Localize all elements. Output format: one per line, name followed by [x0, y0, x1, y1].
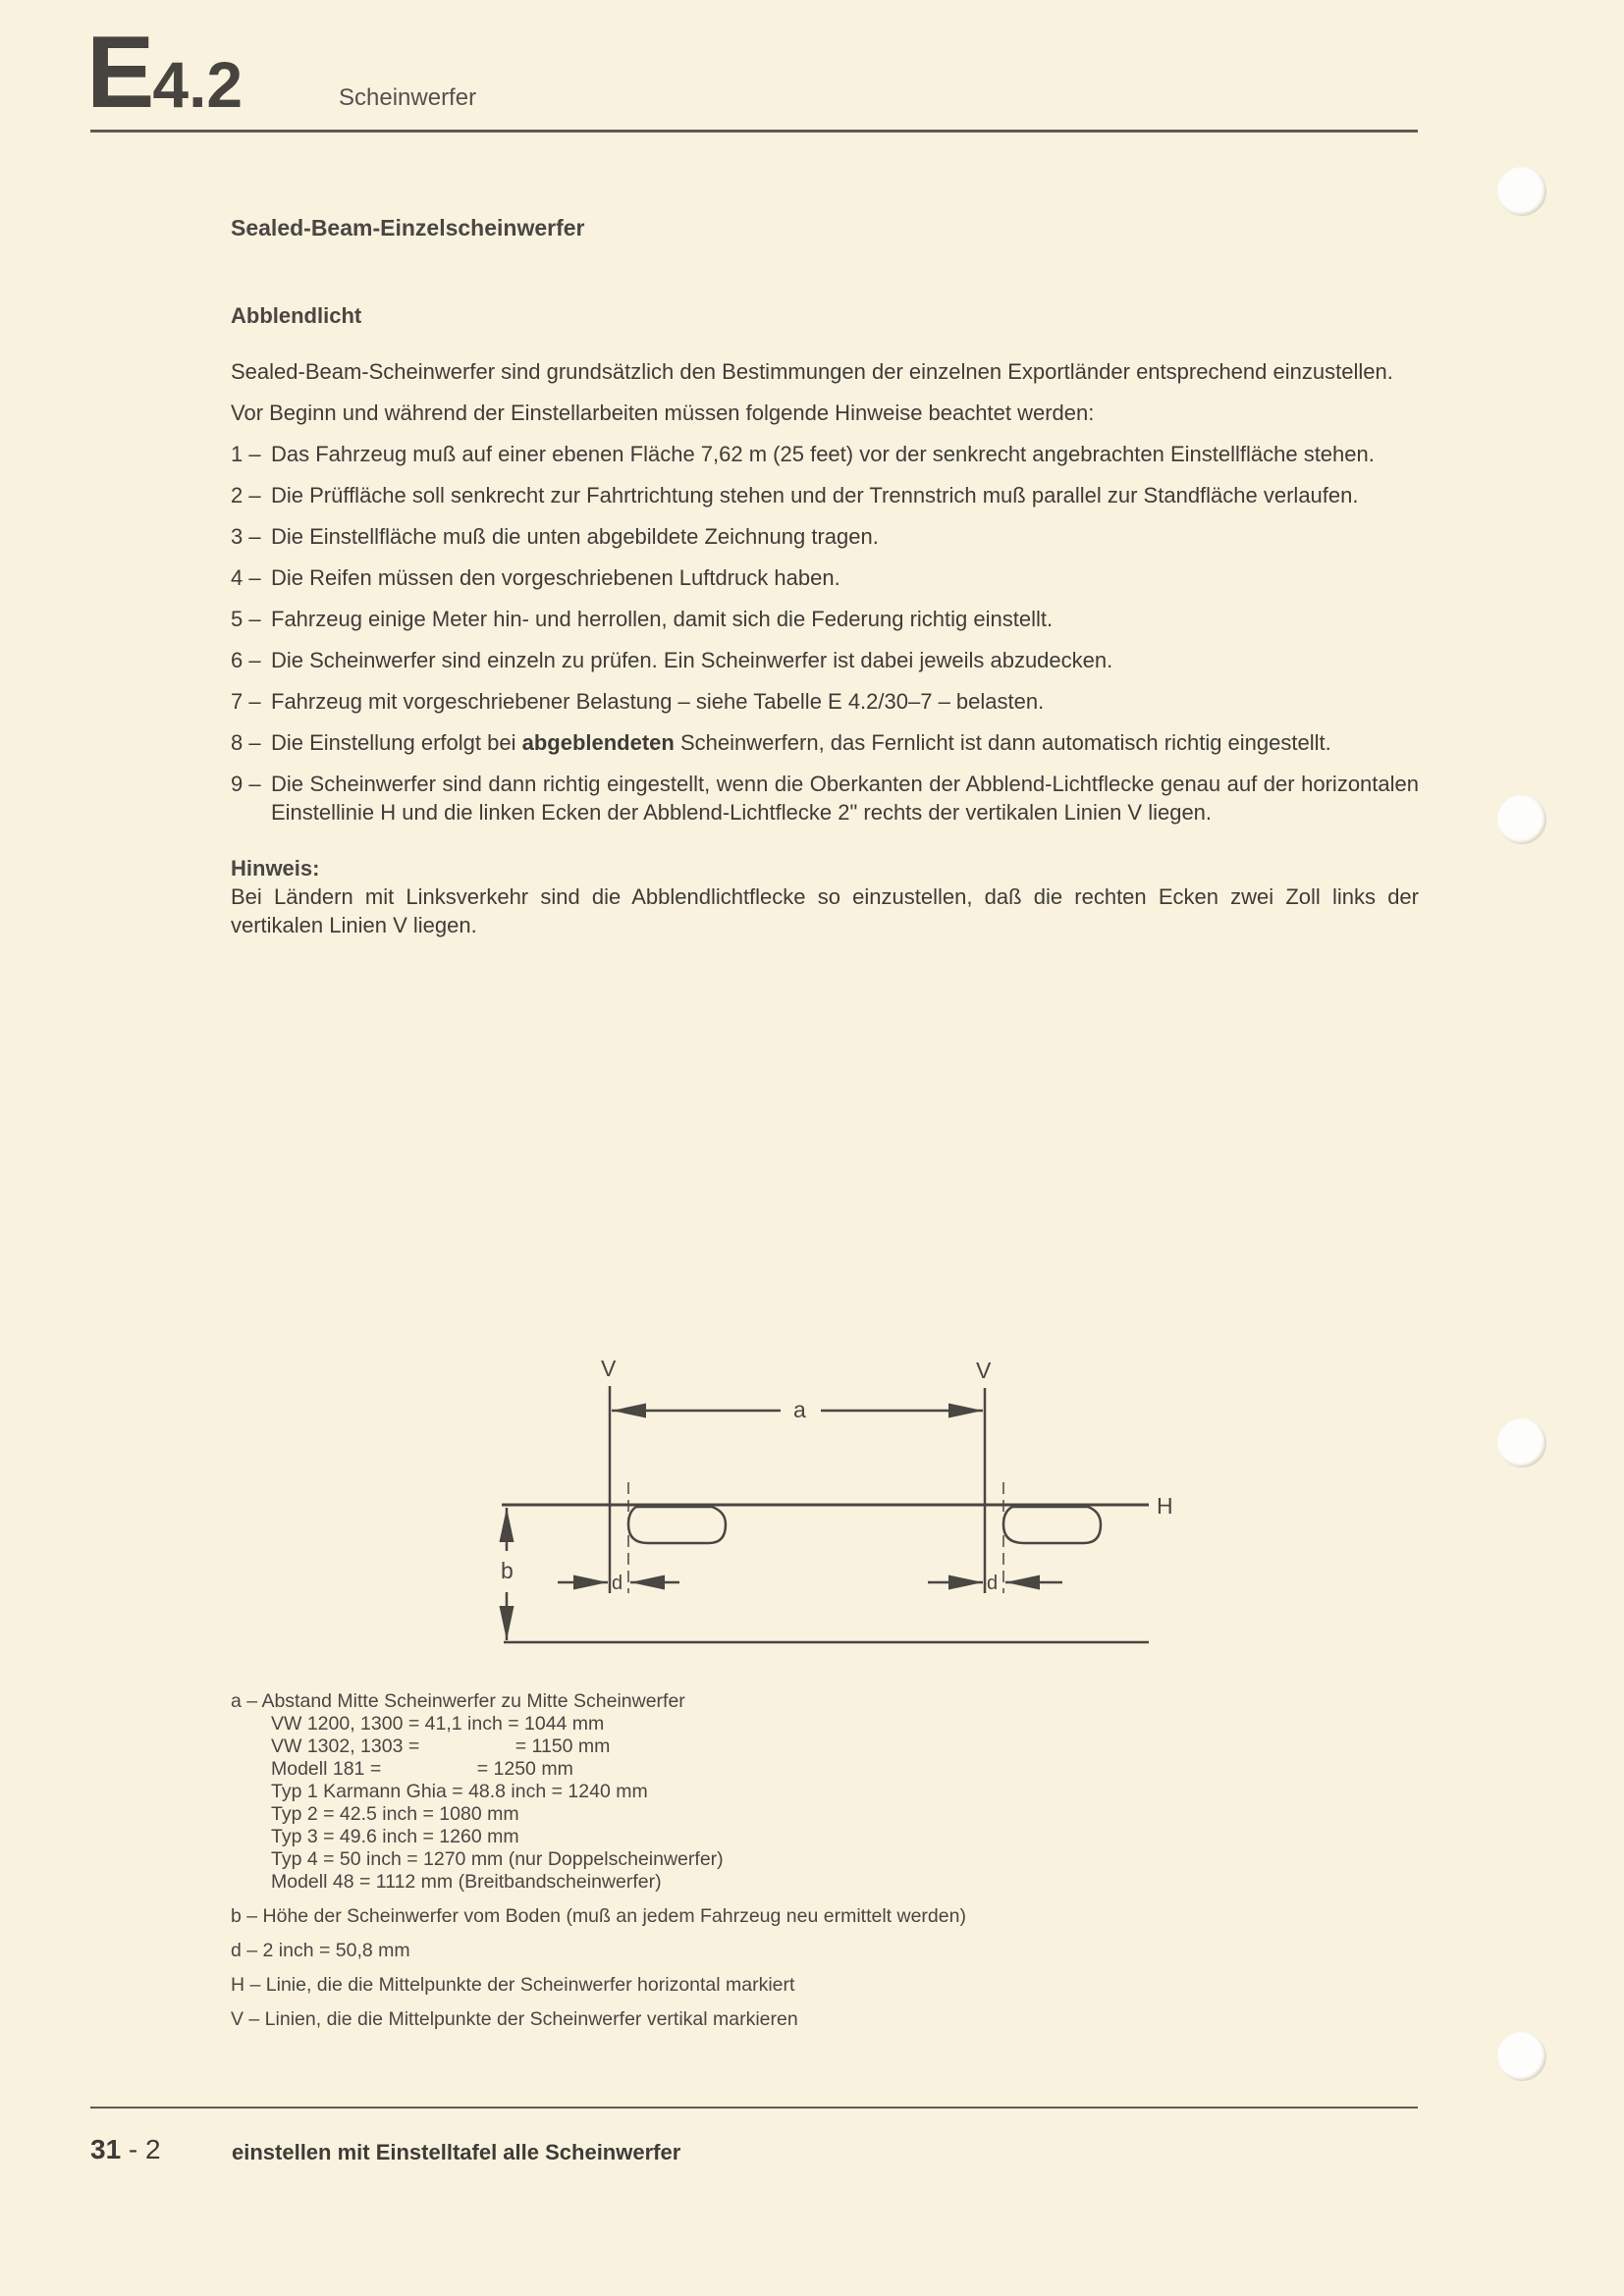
step-number: 8 – — [231, 730, 261, 755]
punch-hole — [1497, 1418, 1546, 1468]
step-text — [271, 605, 1419, 633]
punch-hole — [1497, 2032, 1546, 2081]
label-a: a — [793, 1397, 806, 1422]
steps-list — [231, 440, 1419, 827]
punch-hole — [1497, 795, 1546, 844]
page-header-title: Scheinwerfer — [339, 84, 477, 111]
step-number: 1 – — [231, 442, 261, 466]
step-number: 7 – — [231, 689, 261, 714]
step-text-part: Die Scheinwerfer sind einzeln zu prüfen. Ein Scheinwerfer ist dabei jeweils abzudecken. — [271, 648, 1113, 672]
step-text — [271, 481, 1419, 509]
diagram-legend — [231, 1690, 966, 2031]
main-content — [231, 214, 1419, 952]
section-code — [86, 16, 244, 130]
legend-a-row: VW 1302, 1303 = = 1150 mm — [271, 1735, 611, 1757]
step-text — [271, 770, 1419, 827]
legend-h: H – Linie, die die Mittelpunkte der Scheinwerfer horizontal markiert — [231, 1974, 795, 1996]
step-item — [231, 563, 1419, 592]
step-text-part: Die Prüffläche soll senkrecht zur Fahrtrichtung stehen und der Trennstrich muß parallel zur Standfläche verlaufen. — [271, 483, 1359, 507]
step-item — [231, 646, 1419, 674]
step-text — [271, 563, 1419, 592]
label-h: H — [1157, 1493, 1173, 1519]
step-text-part: Fahrzeug einige Meter hin- und herrollen, damit sich die Federung richtig einstellt. — [271, 607, 1054, 631]
step-number: 2 – — [231, 483, 261, 507]
label-v-left: V — [601, 1356, 617, 1381]
punch-hole — [1497, 167, 1546, 216]
step-item — [231, 440, 1419, 468]
step-item — [231, 522, 1419, 551]
step-text — [271, 687, 1419, 716]
step-text — [271, 522, 1419, 551]
lead-paragraph: Vor Beginn und während der Einstellarbeiten müssen folgende Hinweise beachtet werden: — [231, 400, 1095, 425]
header-rule — [90, 130, 1418, 133]
headlight-alignment-diagram — [0, 1345, 1624, 1669]
beam-spot-right — [1003, 1507, 1101, 1543]
step-number: 3 – — [231, 524, 261, 549]
label-v-right: V — [976, 1358, 992, 1383]
page-number-sub: 2 — [145, 2134, 161, 2164]
step-text-part: Scheinwerfern, das Fernlicht ist dann automatisch richtig eingestellt. — [674, 730, 1331, 755]
legend-a-values — [231, 1713, 966, 1894]
legend-a-row: Modell 48 = 1112 mm (Breitbandscheinwerfer) — [271, 1871, 662, 1893]
legend-v: V – Linien, die die Mittelpunkte der Scheinwerfer vertikal markieren — [231, 2008, 798, 2030]
step-text-part: Die Einstellung erfolgt bei — [271, 730, 522, 755]
label-b: b — [501, 1558, 514, 1583]
footer-rule — [90, 2107, 1418, 2109]
legend-a-row: Typ 1 Karmann Ghia = 48.8 inch = 1240 mm — [271, 1781, 648, 1802]
legend-d: d – 2 inch = 50,8 mm — [231, 1940, 410, 1961]
step-text-bold: abgeblendeten — [521, 730, 675, 755]
footer-title: einstellen mit Einstelltafel alle Scheinwerfer — [232, 2140, 681, 2164]
step-item — [231, 605, 1419, 633]
section-letter: E — [86, 16, 153, 130]
step-text — [271, 728, 1419, 757]
step-text-part: Die Reifen müssen den vorgeschriebenen Luftdruck haben. — [271, 565, 840, 590]
step-item — [231, 728, 1419, 757]
legend-a: a – Abstand Mitte Scheinwerfer zu Mitte Scheinwerfer — [231, 1690, 685, 1712]
step-text — [271, 440, 1419, 468]
step-number: 5 – — [231, 607, 261, 631]
page-number-sep: - — [121, 2134, 146, 2164]
page-number-main: 31 — [90, 2134, 122, 2164]
legend-a-row: Typ 4 = 50 inch = 1270 mm (nur Doppelscheinwerfer) — [271, 1848, 724, 1870]
label-d-right: d — [987, 1573, 999, 1594]
step-item — [231, 770, 1419, 827]
note-text: Bei Ländern mit Linksverkehr sind die Abblendlichtflecke so einzustellen, daß die rechten Ecken zwei Zoll links der vertikalen Linien V liegen. — [231, 884, 1419, 937]
section-number: 4.2 — [152, 48, 244, 121]
legend-b: b – Höhe der Scheinwerfer vom Boden (muß an jedem Fahrzeug neu ermittelt werden) — [231, 1905, 966, 1927]
legend-a-row: Modell 181 = = 1250 mm — [271, 1758, 573, 1780]
step-text — [271, 646, 1419, 674]
step-text-part: Fahrzeug mit vorgeschriebener Belastung – siehe Tabelle E 4.2/30–7 – belasten. — [271, 689, 1045, 714]
legend-a-row: VW 1200, 1300 = 41,1 inch = 1044 mm — [271, 1713, 605, 1735]
step-text-part: Das Fahrzeug muß auf einer ebenen Fläche 7,62 m (25 feet) vor der senkrecht angebrachten Einstellfläche stehen. — [271, 442, 1375, 466]
note-title: Hinweis: — [231, 856, 320, 881]
legend-a-row: Typ 2 = 42.5 inch = 1080 mm — [271, 1803, 519, 1825]
label-d-left: d — [612, 1573, 623, 1594]
subsection-title: Abblendlicht — [231, 303, 362, 328]
step-item — [231, 481, 1419, 509]
step-number: 4 – — [231, 565, 261, 590]
beam-spot-left — [628, 1507, 726, 1543]
step-text-part: Die Scheinwerfer sind dann richtig eingestellt, wenn die Oberkanten der Abblend-Lichtflecke genau auf der horizontalen Einstellinie H und die linken Ecken der Abblend-Lichtflecke 2" rechts der vertikalen Linien V liegen. — [271, 772, 1419, 825]
page-number — [90, 2134, 161, 2165]
intro-paragraph: Sealed-Beam-Scheinwerfer sind grundsätzlich den Bestimmungen der einzelnen Exportländer entsprechend einzustellen. — [231, 359, 1393, 384]
step-text-part: Die Einstellfläche muß die unten abgebildete Zeichnung tragen. — [271, 524, 879, 549]
legend-a-row: Typ 3 = 49.6 inch = 1260 mm — [271, 1826, 519, 1847]
step-number: 6 – — [231, 648, 261, 672]
section-title: Sealed-Beam-Einzelscheinwerfer — [231, 215, 585, 240]
step-number: 9 – — [231, 772, 261, 796]
step-item — [231, 687, 1419, 716]
